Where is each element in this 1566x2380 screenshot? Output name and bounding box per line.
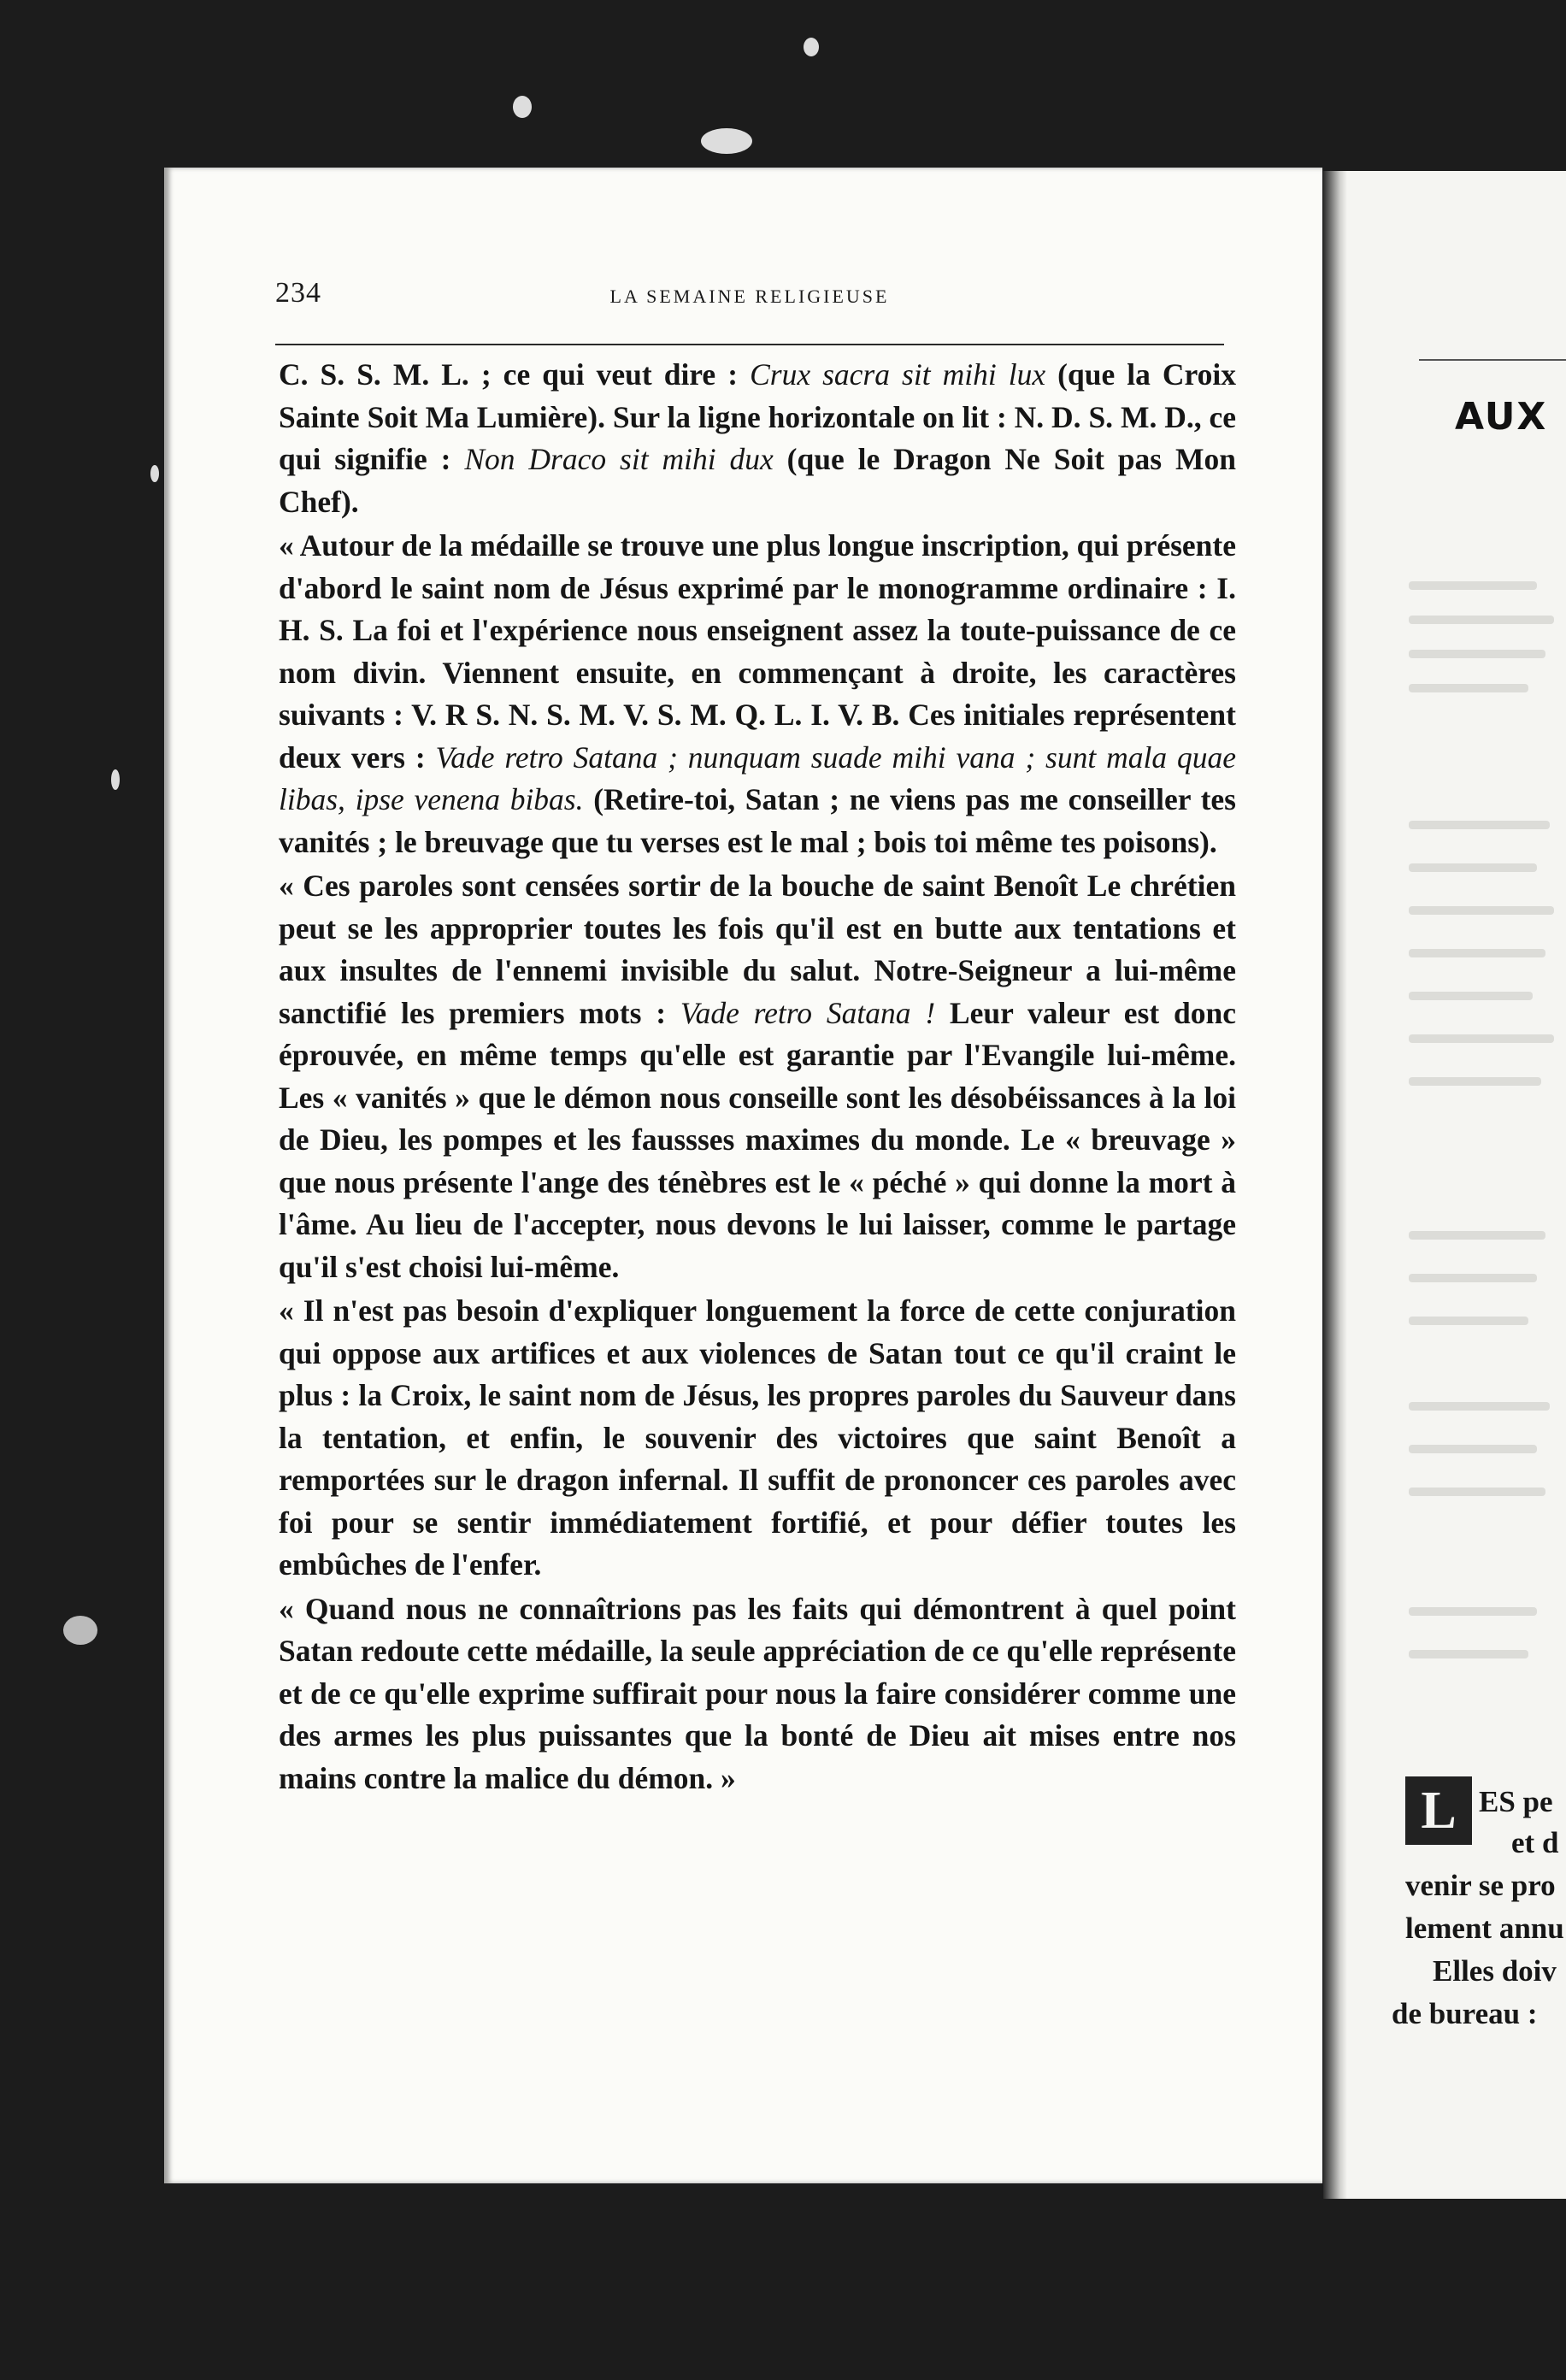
bleed-through-line — [1409, 1402, 1550, 1411]
paragraph-2: « Autour de la médaille se trouve une plus longue inscription, qui présente d'abord le saint nom de Jésus exprimé par le monogramme ordinaire : I. H. S. La foi et l'expérience nous enseignent assez la toute-puissance de ce nom divin. Viennent ensuite, en commençant à droite, les caractères suivants : V. R S. N. S. M. V. S. M. Q. L. I. V. B. Ces initiales représentent deux vers : Vade retro Satana ; nunquam suade mihi vana ; sunt mala quae libas, ipse venena bibas. (Retire-toi, Satan ; ne viens pas me conseiller tes vanités ; le breuvage que tu verses est le mal ; bois toi même tes poisons). — [279, 528, 1237, 859]
bleed-through-line — [1409, 1445, 1537, 1453]
film-speck — [150, 465, 159, 482]
film-speck — [804, 38, 819, 56]
drop-cap: L — [1405, 1776, 1472, 1845]
facing-page-line: Elles doiv — [1433, 1954, 1557, 1988]
journal-title: LA SEMAINE RELIGIEUSE — [609, 286, 890, 307]
bleed-through-line — [1409, 1034, 1554, 1043]
bleed-through-line — [1409, 992, 1533, 1000]
bleed-through-line — [1409, 1231, 1545, 1240]
bleed-through-line — [1409, 1650, 1528, 1658]
bleed-through-line — [1409, 1607, 1537, 1616]
bleed-through-line — [1409, 1077, 1541, 1086]
running-head — [275, 277, 1224, 320]
page-gutter-shadow — [1323, 171, 1347, 2199]
bleed-through-line — [1409, 1274, 1537, 1282]
bleed-through-line — [1409, 863, 1537, 872]
facing-page-line: venir se pro — [1405, 1869, 1556, 1902]
paragraph-5: « Quand nous ne connaîtrions pas les faits qui démontrent à quel point Satan redoute cette médaille, la seule appréciation de ce qu'elle représente et de ce qu'elle exprime suffirait pour nous la faire considérer comme une des armes les plus puissantes que la bonté de Dieu ait mises entre nos mains contre la malice du démon. » — [279, 1591, 1236, 1795]
facing-page — [1323, 171, 1566, 2199]
film-speck — [701, 128, 752, 154]
paragraph-1: C. S. S. M. L. ; ce qui veut dire : Crux sacra sit mihi lux (que la Croix Sainte Soit Ma Lumière). Sur la ligne horizontale on lit : N. D. S. M. D., ce qui signifie : Non Draco sit mihi dux (que le Dragon Ne Soit pas Mon Chef). — [279, 357, 1236, 519]
bleed-through-line — [1409, 1317, 1528, 1325]
bleed-through-line — [1409, 684, 1528, 692]
film-speck — [111, 769, 120, 790]
bleed-through-line — [1409, 650, 1545, 658]
facing-page-line: lement annu — [1405, 1912, 1564, 1945]
facing-page-rule — [1419, 359, 1566, 361]
page-number: 234 — [275, 277, 321, 309]
facing-page-line: et d — [1511, 1826, 1559, 1859]
facing-page-line: de bureau : — [1392, 1997, 1538, 2030]
bleed-through-line — [1409, 821, 1550, 829]
header-rule — [275, 344, 1224, 345]
bleed-through-line — [1409, 616, 1554, 624]
bleed-through-line — [1409, 906, 1554, 915]
film-speck — [513, 96, 532, 118]
facing-page-line: ES pe — [1479, 1785, 1553, 1818]
paragraph-3: « Ces paroles sont censées sortir de la bouche de saint Benoît Le chrétien peut se les approprier toutes les fois qu'il est en butte aux tentations et aux insultes de l'ennemi invisible du salut. Notre-Seigneur a lui-même sanctifié les premiers mots : Vade retro Satana ! Leur valeur est donc éprouvée, en même temps qu'elle est garantie par l'Evangile lui-même. Les « vanités » que le démon nous conseille sont les désobéissances à la loi de Dieu, les pompes et les faussses maximes du monde. Le « breuvage » que nous présente l'ange des ténèbres est le « péché » qui donne la mort à l'âme. Au lieu de l'accepter, nous devons le lui laisser, comme le partage qu'il s'est choisi lui-même. — [279, 869, 1236, 1284]
bleed-through-line — [1409, 1488, 1545, 1496]
facing-page-heading: AUX — [1455, 395, 1548, 439]
book-page — [164, 168, 1322, 2183]
paragraph-4: « Il n'est pas besoin d'expliquer longuement la force de cette conjuration qui oppose aux artifices et aux violences de Satan tout ce qu'il craint le plus : la Croix, le saint nom de Jésus, les propres paroles du Sauveur dans la tentation, et enfin, le souvenir des victoires que saint Benoît a remportées sur le dragon infernal. Il suffit de prononcer ces paroles avec foi pour se sentir immédiatement fortifié, et pour défier toutes les embûches de l'enfer. — [279, 1293, 1236, 1582]
film-speck — [63, 1616, 97, 1645]
article-body — [279, 354, 1236, 1800]
bleed-through-line — [1409, 949, 1545, 957]
bleed-through-line — [1409, 581, 1537, 590]
